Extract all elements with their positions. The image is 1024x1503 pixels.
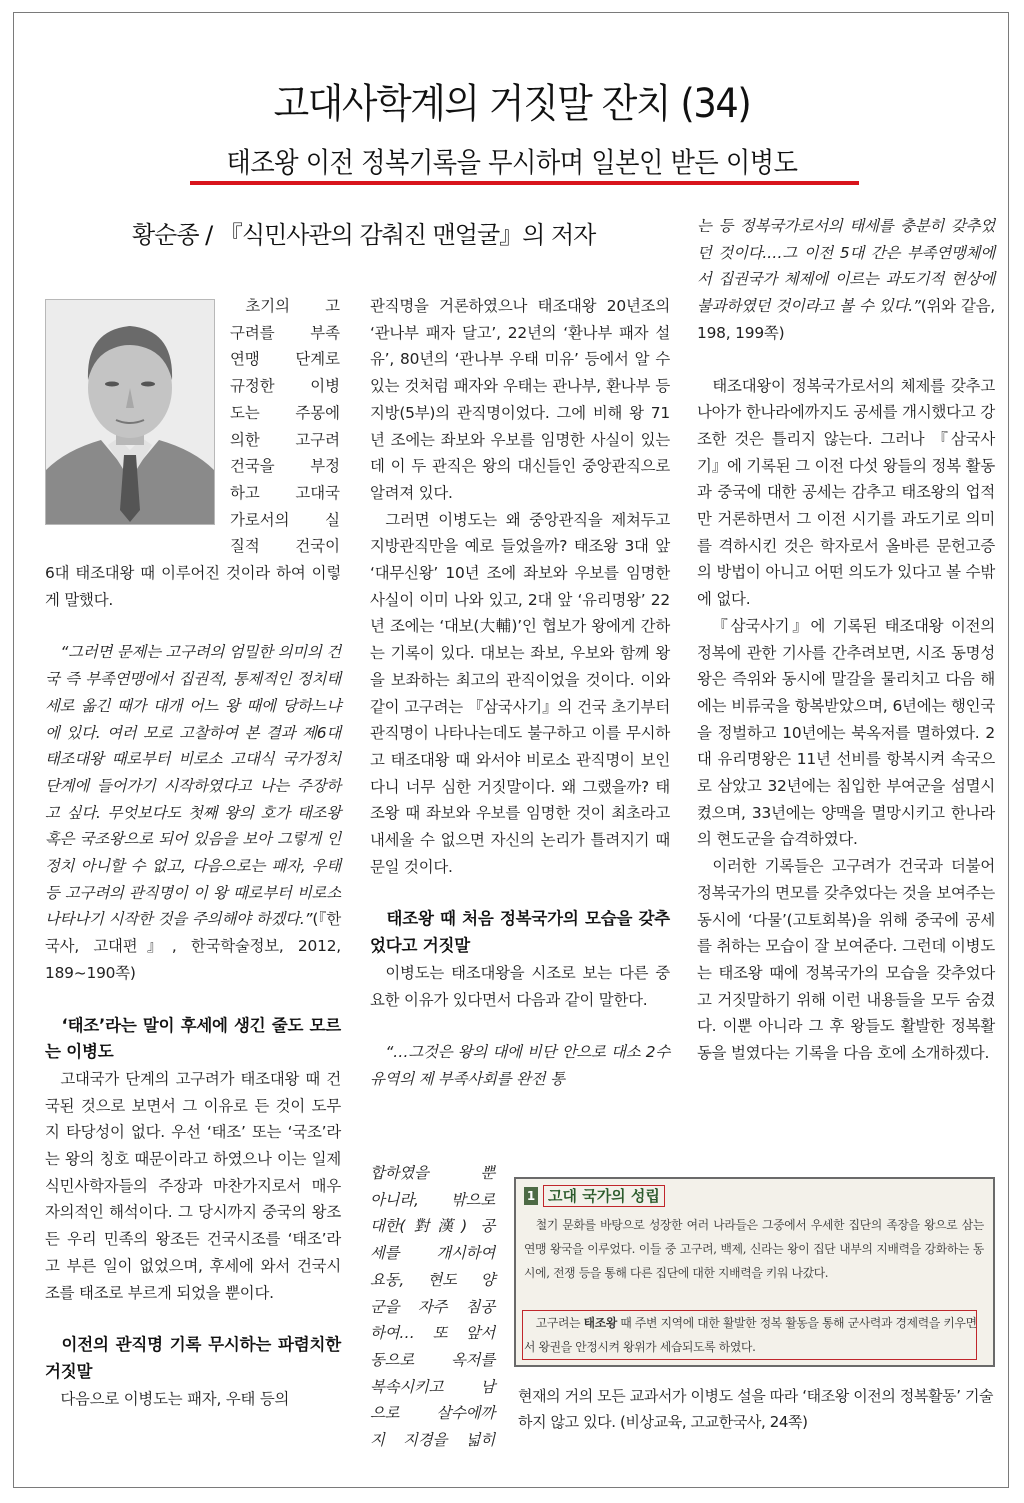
article-title: 고대사학계의 거짓말 잔치 (34) — [273, 81, 751, 127]
quote-text: 는 등 정복국가로서의 태세를 충분히 갖추었던 것이다.…그 이전 5대 간은 부족연맹체에서 집권국가 체제에 이르는 과도기적 현상에 불과하였던 것이라고 볼 수 있다.” — [697, 217, 995, 316]
author-byline: 황순종 / 『식민사관의 감춰진 맨얼굴』의 저자 — [132, 221, 596, 249]
text-line: 규정한 이병 — [230, 377, 340, 396]
paragraph: 다음으로 이병도는 패자, 우태 등의 — [60, 1389, 290, 1408]
text-line: 구려를 부족 — [230, 323, 340, 342]
text-line: 건국을 부정 — [230, 457, 340, 476]
textbook-body — [524, 1213, 984, 1285]
text-line: 초기의 고 — [245, 297, 340, 315]
textbook-paragraph: 철기 문화를 바탕으로 성장한 여러 나라들은 그중에서 우세한 집단의 족장을 왕으로 삼는 연맹 왕국을 이루었다. 이들 중 고구려, 백제, 신라는 왕이 집단 내부의 지배력을 강화하는 동시에, 전쟁 등을 통해 다른 집단에 대한 지배력을 키워 나갔다. — [524, 1218, 984, 1280]
quote-block — [45, 639, 341, 986]
portrait-illustration — [46, 300, 214, 524]
section-heading: 이전의 관직명 기록 무시하는 파렴치한 거짓말 — [45, 1335, 341, 1381]
text-line: 대한(對漢) 공 — [370, 1217, 495, 1236]
paragraph: 이병도는 태조대왕을 시조로 보는 다른 중요한 이유가 있다면서 다음과 같이 말한다. — [370, 963, 670, 1009]
textbook-highlight — [524, 1311, 984, 1359]
column-1 — [45, 560, 341, 1412]
textbook-section-title: 고대 국가의 성립 — [543, 1185, 665, 1207]
text-line: 군을 자주 침공 — [370, 1297, 495, 1316]
text-line: 세를 개시하여 — [370, 1244, 495, 1263]
paragraph: 이러한 기록들은 고구려가 건국과 더불어 정복국가의 면모를 갖추었다는 것을 보여주는 동시에 ‘다물’(고토회복)을 위해 중국에 공세를 취하는 모습이 잘 보여준다. 그런데 이병도는 태조왕 때에 정복국가의 모습을 갖추었다고 거짓말하기 위해 이런 내용들을 모두 숨겼다. 이뿐 아니라 그 후 왕들도 활발한 정복활동을 벌였다는 기록을 다음 호에 소개하겠다. — [697, 857, 995, 1063]
section-number-badge: 1 — [524, 1187, 538, 1205]
author-portrait-icon — [45, 299, 215, 525]
text-line: 가로서의 실 — [230, 510, 340, 529]
quote-source: (『한국사, 고대편』, 한국학술정보, 2012, 189~190쪽) — [45, 910, 341, 982]
text-line: 의한 고구려 — [230, 430, 340, 449]
quote-block — [697, 213, 995, 347]
highlight-text-post: 때 주변 지역에 대한 활발한 정복 활동을 통해 군사력과 경제력을 키우면서 왕권을 안정시켜 왕위가 세습되도록 하였다. — [524, 1316, 977, 1354]
text-line: 복속시키고 남 — [370, 1377, 495, 1396]
highlight-bold: 태조왕 — [583, 1316, 617, 1330]
text-line: 질적 건국이 — [230, 537, 340, 556]
text-line: 하여… 또 앞서 — [370, 1324, 495, 1343]
text-line: 연맹 단계로 — [230, 350, 340, 369]
text-line: 도는 주몽에 — [230, 403, 340, 422]
text-line: 합하였을 뿐 — [370, 1164, 495, 1182]
text-line: 지 지경을 넓히 — [370, 1431, 495, 1450]
section-heading: ‘태조’라는 말이 후세에 생긴 줄도 모르는 이병도 — [45, 1015, 341, 1062]
section-heading: 태조왕 때 처음 정복국가의 모습을 갖추었다고 거짓말 — [370, 909, 670, 956]
intro-continuation: 6대 태조대왕 때 이루어진 것이라 하여 이렇게 말했다. — [45, 564, 341, 609]
textbook-excerpt — [514, 1177, 995, 1367]
paragraph: 그러면 이병도는 왜 중앙관직을 제쳐두고 지방관직만을 예로 들었을까? 태조왕 3대 앞 ‘대무신왕’ 10년 조에 좌보와 우보를 임명한 사실이 이미 나와 있고, 2대 앞 ‘유리명왕’ 22년 조에는 ‘대보(大輔)’인 협보가 왕에게 간하는 기록이 있다. 대보는 좌보, 우보와 함께 왕을 보좌하는 최고의 관직이었을 것이다. 이와 같이 고구려는 『삼국사기』의 건국 초기부터 관직명이 나타나는데도 불구하고 이를 무시하고 태조대왕 때 와서야 비로소 관직명이 보인다니 너무 심한 거짓말이다. 왜 그랬을까? 태조왕 때 좌보와 우보를 임명한 것이 최초라고 내세울 수 없으면 자신의 논리가 틀려지기 때문일 것이다. — [370, 510, 670, 876]
paragraph: 태조대왕이 정복국가로서의 체제를 갖추고 나아가 한나라에까지도 공세를 개시했다고 강조한 것은 틀리지 않는다. 그러나 『삼국사기』에 기록된 그 이전 다섯 왕들의 정복 활동과 중국에 대한 공세는 감추고 태조왕의 업적만 거론하면서 그 이전 시기를 과도기로 의미를 격하시킨 것은 학자로서 올바른 문헌고증의 방법이 아니고 어떤 의도가 있다고 볼 수밖에 없다. — [697, 376, 995, 609]
intro-wrapped-lines — [230, 293, 340, 560]
column-3 — [697, 213, 995, 1067]
text-line: 동으로 옥저를 — [370, 1350, 495, 1369]
paragraph: 고대국가 단계의 고구려가 태조대왕 때 건국된 것으로 보면서 그 이유로 든 것이 도무지 타당성이 없다. 우선 ‘태조’ 또는 ‘국조’라는 왕의 칭호 때문이라고 하였으나 이는 일제 식민사학자들의 주장과 마찬가지로서 매우 자의적인 해석이다. 그 당시까지 중국의 왕조든 우리 민족의 왕조든 건국시조를 ‘태조’라고 부른 일이 없었으며, 후세에 와서 건국시조를 태조로 부르게 되었을 뿐이다. — [45, 1069, 341, 1302]
image-caption: 현재의 거의 모든 교과서가 이병도 설을 따라 ‘태조왕 이전의 정복활동’ 기술하지 않고 있다. (비상교육, 고교한국사, 24쪽) — [518, 1387, 994, 1431]
quote-source: (위와 같음, 198, 199쪽) — [697, 297, 995, 342]
paragraph: 『삼국사기』에 기록된 태조대왕 이전의 정복에 관한 기사를 간추려보면, 시조 동명성왕은 즉위와 동시에 말갈을 물리치고 다음 해에는 비류국을 항복받았으며, 6년에는 행인국을 정벌하고 10년에는 북옥저를 멸하였다. 2대 유리명왕은 11년 선비를 항복시켜 속국으로 삼았고 32년에는 침입한 부여군을 섬멸시켰으며, 33년에는 양맥을 멸망시키고 한나라의 현도군을 습격하였다. — [697, 616, 995, 849]
text-line: 요동, 현도 양 — [370, 1270, 495, 1289]
text-line: 하고 고대국 — [230, 483, 340, 502]
article-subtitle: 태조왕 이전 정복기록을 무시하며 일본인 받든 이병도 — [226, 146, 798, 179]
column-2-narrow-quote — [370, 1160, 495, 1454]
quote-text: “…그것은 왕의 대에 비단 안으로 대소 2수 유역의 제 부족사회를 완전 통 — [370, 1043, 670, 1088]
subtitle-underline — [190, 181, 859, 185]
paragraph: 관직명을 거론하였으나 태조대왕 20년조의 ‘관나부 패자 달고’, 22년의 ‘환나부 패자 설유’, 80년의 ‘관나부 우태 미유’ 등에서 알 수 있는 것처럼 패자와 우태는 관나부, 환나부 등 지방(5부)의 관직명이었다. 그에 비해 왕 71년 조에는 좌보와 우보를 임명한 사실이 있는데 이 두 관직은 왕의 대신들인 중앙관직으로 알려져 있다. — [370, 297, 670, 502]
text-line: 으로 살수에까 — [370, 1404, 495, 1423]
column-2 — [370, 293, 670, 1093]
quote-text: “그러면 문제는 고구려의 엄밀한 의미의 건국 즉 부족연맹에서 집권적, 통제적인 정치태세로 옮긴 때가 대개 어느 왕 때에 당하느냐에 있다. 여러 모로 고찰하여 본 결과 제6대 태조대왕 때로부터 비로소 고대식 국가정치 단계에 들어가기 시작하였다고 나는 주장하고 싶다. 무엇보다도 첫째 왕의 호가 태조왕 혹은 국조왕으로 되어 있음을 보아 그렇게 인정치 아니할 수 없고, 다음으로는 패자, 우태 등 고구려의 관직명이 이 왕 때로부터 비로소 나타나기 시작한 것을 주의해야 하겠다.” — [45, 643, 341, 929]
highlight-text-pre: 고구려는 — [535, 1316, 584, 1330]
text-line: 아니라, 밖으로 — [370, 1190, 495, 1209]
